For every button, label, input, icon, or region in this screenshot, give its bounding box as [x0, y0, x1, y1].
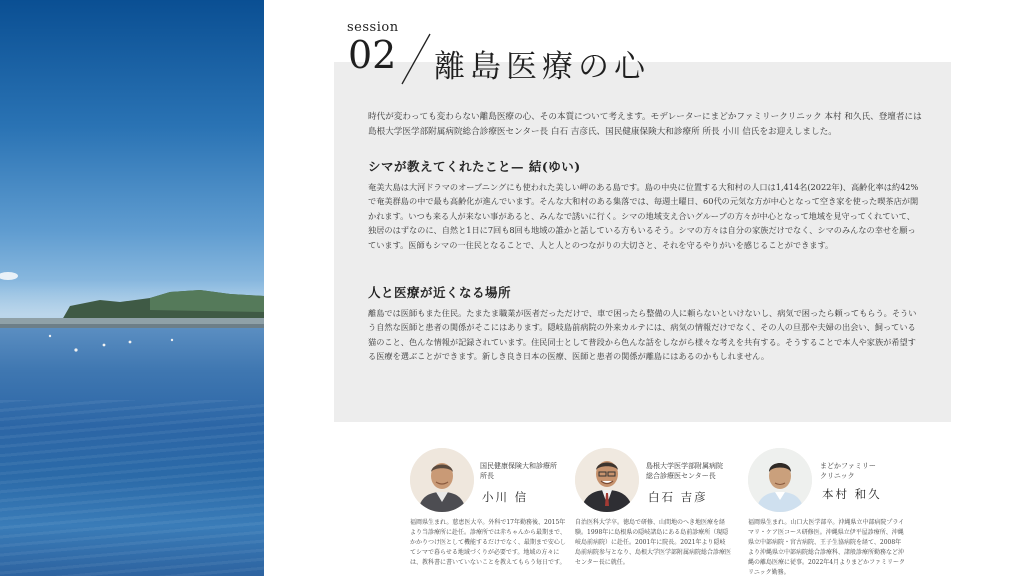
portrait-icon — [410, 448, 474, 512]
portrait-icon — [748, 448, 812, 512]
avatar-ogawa — [410, 448, 474, 512]
profile-bio-ogawa: 福岡県生まれ。慈恵医大卒。外科で17年勤務後、2015年より当診療所に赴任。診療所では赤ちゃんから最期まで、かかりつけ医として機能するだけでなく、最期まで安心してシマで暮らせる地域づくりが必要です。地域の方々には、教科書に書いていないことを教えてもらう毎日です。 — [410, 519, 566, 566]
avatar-motomura — [748, 448, 812, 512]
section-heading-yui: シマが教えてくれたこと— 結(ゆい) — [368, 159, 581, 174]
section-body-yui: 奄美大島は大河ドラマのオープニングにも使われた美しい岬のある島です。島の中央に位置する大和村の人口は1,414名(2022年)、高齢化率は約42%で奄美群島の中で最も高齢化が進んでいます。そんな大和村のある集落では、毎週土曜日、60代の元気な方が中心となって空き家を使った喫茶店が開かれます。いつも来る人が来ない事があると、みんなで誘いに行く。シマの地域支え合いグループの方々が中心となって地域を見守ってくれていて、独居のはずなのに、自然と1日に7回も8回も地域の誰かと話している方もいるそう。シマの方々は自分の家族だけでなく、シマのみんなの幸せを願っています。医師もシマの一住民となることで、人と人とのつながりの大切さと、それを守るやりがいを感じることができます。 — [368, 182, 919, 250]
profile-org-ogawa: 国民健康保険大和診療所 所長 — [480, 462, 557, 480]
profile-bio-motomura: 福岡県生まれ。山口大医学部卒。沖縄県立中部病院プライマリ・ケア医コース研修医。沖縄県立伊平屋診療所、沖縄県立中部病院・宮古病院、王子生協病院を経て、2008年より沖縄県立中部病院総合診療科、諸般診療所勤務など沖縄の離島医療に従事。2022年4月よりまどかファミリークリニック勤務。 — [748, 519, 905, 576]
island-silhouette — [0, 0, 264, 576]
session-label: session — [347, 20, 399, 35]
page-title: 離島医療の心 — [434, 49, 650, 85]
profile-org-motomura: まどかファミリー クリニック — [820, 462, 876, 480]
session-number: 02 — [348, 33, 397, 77]
profile-bio-shiraishi: 自治医科大学卒。徳島で研修、山間地のへき地医療を経験。1998年に島根県の隠岐諸島にある島前診療所（現隠岐島前病院）に赴任。2001年に院長。2021年より隠岐島前病院参与となり、島根大学医学部附属病院総合診療医センター長に就任。 — [575, 519, 732, 566]
portrait-icon — [575, 448, 639, 512]
intro-paragraph: 時代が変わっても変わらない離島医療の心、その本質について考えます。モデレーターにまどかファミリークリニック 本村 和久氏、登壇者には島根大学医学部附属病院総合診療医センター長 白石 吉彦氏、国民健康保険大和診療所 所長 小川 信氏をお迎えしました。 — [368, 112, 922, 137]
profile-name-motomura: 本村 和久 — [822, 487, 882, 501]
profile-name-shiraishi: 白石 吉彦 — [648, 490, 708, 504]
profile-org-shiraishi: 島根大学医学部附属病院 総合診療医センター長 — [646, 462, 723, 480]
avatar-shiraishi — [575, 448, 639, 512]
island-sea-photo — [0, 0, 264, 576]
section-body-closeness: 離島では医師もまた住民。たまたま職業が医者だっただけで、車で困ったら整備の人に頼らないといけないし、病気で困ったら頼ってもらう。そういう自然な医師と患者の関係がそこにはあります。隠岐島前病院の外来カルテには、病気の情報だけでなく、その人の旦那や夫婦の出会い、飼っている猫のこと、色んな情報が記録されています。住民同士として普段から色んな話をしながら様々な考えを共有する。そうすることで本人や家族が希望する医療を選ぶことができます。新しき良き日本の医療、医師と患者の関係が離島にはあるのかもしれません。 — [368, 308, 917, 362]
slash-divider — [396, 32, 436, 86]
profile-name-ogawa: 小川 信 — [482, 490, 529, 504]
section-heading-closeness: 人と医療が近くなる場所 — [368, 285, 512, 300]
